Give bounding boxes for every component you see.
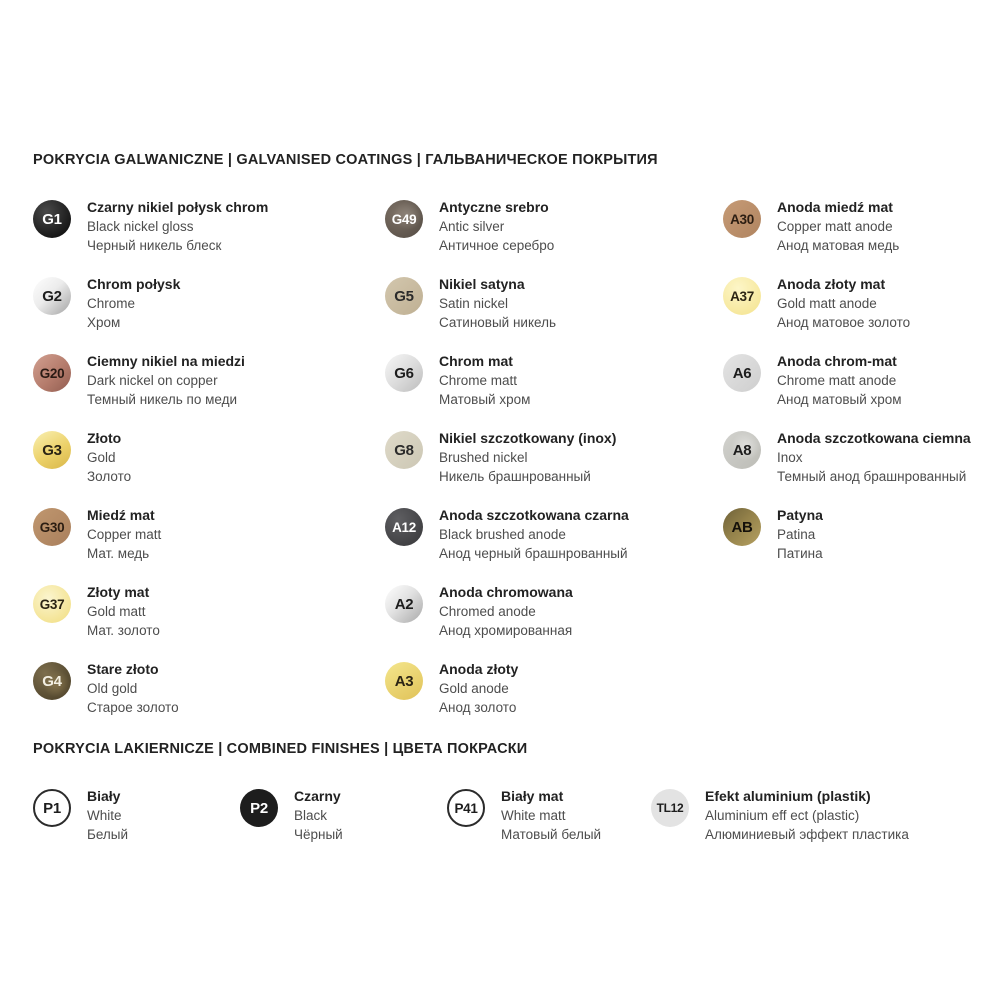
finish-name-en: Dark nickel on copper: [87, 373, 218, 388]
finish-color-swatch: G4: [33, 662, 71, 700]
finish-labels: [439, 583, 573, 640]
paint-swatch-grid: [33, 787, 980, 844]
finish-name-en: Gold matt: [87, 604, 146, 619]
finish-color-swatch: G5: [385, 277, 423, 315]
finish-name-en: Aluminium eff ect (plastic): [705, 808, 860, 823]
finish-color-swatch: A8: [723, 431, 761, 469]
finish-name-pl: Nikiel satyna: [439, 276, 525, 292]
finish-name-pl: Złoto: [87, 430, 122, 446]
section-combined-finishes: [33, 741, 980, 844]
finish-name-ru: Чёрный: [294, 827, 343, 842]
finish-name-en: Satin nickel: [439, 296, 509, 311]
finish-labels: [777, 506, 823, 563]
finish-name-pl: Chrom mat: [439, 353, 513, 369]
finish-item: [385, 429, 723, 486]
finish-labels: [439, 506, 629, 563]
finish-item: [33, 660, 385, 717]
finish-name-ru: Анод золото: [439, 700, 517, 715]
finish-name-pl: Czarny nikiel połysk chrom: [87, 199, 269, 215]
finish-name-pl: Nikiel szczotkowany (inox): [439, 430, 617, 446]
finish-name-pl: Patyna: [777, 507, 823, 523]
finish-name-en: White matt: [501, 808, 566, 823]
finish-item: [385, 583, 723, 640]
finish-name-en: Chromed anode: [439, 604, 536, 619]
finish-name-en: Chrome matt: [439, 373, 518, 388]
finish-color-swatch: A2: [385, 585, 423, 623]
finish-name-pl: Anoda złoty mat: [777, 276, 886, 292]
finish-name-ru: Матовый хром: [439, 392, 531, 407]
finish-color-swatch: G20: [33, 354, 71, 392]
finish-name-pl: Chrom połysk: [87, 276, 181, 292]
finish-name-en: Black: [294, 808, 328, 823]
finish-color-swatch: G3: [33, 431, 71, 469]
section-galvanised-coatings: [33, 152, 980, 717]
finish-color-swatch: G8: [385, 431, 423, 469]
finish-name-ru: Алюминиевый эффект пластика: [705, 827, 909, 842]
finish-item: [385, 660, 723, 717]
combined-finishes-title: POKRYCIA LAKIERNICZE | COMBINED FINISHES | ЦВЕТА ПОКРАСКИ: [33, 741, 528, 757]
finish-name-pl: Anoda złoty: [439, 661, 519, 677]
finish-item: [33, 583, 385, 640]
finish-item: [33, 198, 385, 255]
finish-labels: [87, 198, 268, 255]
finish-labels: [439, 352, 530, 409]
finish-item: [651, 787, 980, 844]
finish-name-en: Black nickel gloss: [87, 219, 194, 234]
finish-labels: [439, 660, 518, 717]
finish-item: [33, 352, 385, 409]
finish-name-en: Brushed nickel: [439, 450, 528, 465]
finish-item: [385, 506, 723, 563]
finish-color-swatch: G6: [385, 354, 423, 392]
finish-item: [723, 198, 980, 255]
finish-name-en: Chrome matt anode: [777, 373, 897, 388]
finish-name-ru: Старое золото: [87, 700, 179, 715]
finish-color-swatch: TL12: [651, 789, 689, 827]
finish-item: [723, 352, 980, 409]
finish-item: [723, 429, 980, 486]
finish-name-en: Antic silver: [439, 219, 505, 234]
finish-color-swatch: G37: [33, 585, 71, 623]
finish-color-swatch: A30: [723, 200, 761, 238]
finish-name-en: White: [87, 808, 122, 823]
finish-labels: [87, 506, 161, 563]
finish-name-ru: Античное серебро: [439, 238, 555, 253]
finish-labels: [294, 787, 343, 844]
finish-name-ru: Темный анод брашнрованный: [777, 469, 967, 484]
finish-name-ru: Белый: [87, 827, 129, 842]
finish-labels: [777, 429, 971, 486]
finish-color-swatch: A6: [723, 354, 761, 392]
finish-name-en: Black brushed anode: [439, 527, 566, 542]
finish-name-en: Gold: [87, 450, 116, 465]
finish-item: [385, 352, 723, 409]
finish-item: [240, 787, 447, 844]
finish-item: [33, 787, 240, 844]
finish-name-en: Copper matt: [87, 527, 162, 542]
finish-labels: [87, 787, 128, 844]
finish-name-ru: Анод черный брашнрованный: [439, 546, 628, 561]
finish-labels: [777, 198, 899, 255]
finish-color-swatch: A12: [385, 508, 423, 546]
finish-name-ru: Анод матовая медь: [777, 238, 900, 253]
finish-name-ru: Хром: [87, 315, 121, 330]
finish-name-pl: Stare złoto: [87, 661, 159, 677]
finish-item: [723, 275, 980, 332]
finish-item: [385, 198, 723, 255]
finish-name-pl: Złoty mat: [87, 584, 150, 600]
finish-labels: [87, 583, 160, 640]
finish-name-en: Patina: [777, 527, 816, 542]
finish-name-pl: Anoda chromowana: [439, 584, 573, 600]
finish-name-en: Chrome: [87, 296, 136, 311]
finish-labels: [87, 352, 245, 409]
finish-item: [723, 506, 980, 563]
finish-name-pl: Anoda szczotkowana ciemna: [777, 430, 971, 446]
finish-item: [447, 787, 651, 844]
galvanised-coatings-title: POKRYCIA GALWANICZNE | GALVANISED COATINGS | ГАЛЬВАНИЧЕСКОЕ ПОКРЫТИЯ: [33, 152, 658, 168]
finish-name-pl: Biały: [87, 788, 121, 804]
finish-name-en: Old gold: [87, 681, 138, 696]
finish-name-ru: Мат. золото: [87, 623, 160, 638]
finish-name-pl: Ciemny nikiel na miedzi: [87, 353, 245, 369]
finish-name-ru: Золото: [87, 469, 132, 484]
finish-color-swatch: P41: [447, 789, 485, 827]
finish-name-en: Gold matt anode: [777, 296, 877, 311]
finish-color-swatch: P1: [33, 789, 71, 827]
finish-item: [33, 429, 385, 486]
finish-item: [33, 275, 385, 332]
finish-name-ru: Никель брашнрованный: [439, 469, 591, 484]
finish-name-pl: Czarny: [294, 788, 341, 804]
finish-labels: [87, 429, 131, 486]
finish-labels: [439, 275, 556, 332]
finish-color-swatch: P2: [240, 789, 278, 827]
finish-name-pl: Antyczne srebro: [439, 199, 549, 215]
finish-name-ru: Анод хромированная: [439, 623, 573, 638]
finish-name-pl: Efekt aluminium (plastik): [705, 788, 871, 804]
finish-name-ru: Сатиновый никель: [439, 315, 556, 330]
finish-color-swatch: G1: [33, 200, 71, 238]
finish-name-ru: Патина: [777, 546, 823, 561]
finish-name-ru: Анод матовое золото: [777, 315, 911, 330]
finish-labels: [777, 275, 910, 332]
finish-name-en: Gold anode: [439, 681, 509, 696]
finish-labels: [439, 198, 554, 255]
finish-name-ru: Анод матовый хром: [777, 392, 902, 407]
finish-color-swatch: G2: [33, 277, 71, 315]
finish-name-ru: Темный никель по меди: [87, 392, 237, 407]
finish-name-pl: Anoda szczotkowana czarna: [439, 507, 629, 523]
finish-name-pl: Biały mat: [501, 788, 564, 804]
finish-name-en: Copper matt anode: [777, 219, 893, 234]
finish-labels: [501, 787, 601, 844]
finish-labels: [705, 787, 909, 844]
finish-name-ru: Матовый белый: [501, 827, 602, 842]
finish-name-pl: Anoda miedź mat: [777, 199, 893, 215]
finish-name-pl: Anoda chrom-mat: [777, 353, 897, 369]
finish-color-swatch: G30: [33, 508, 71, 546]
finish-name-ru: Мат. медь: [87, 546, 150, 561]
finish-color-swatch: A37: [723, 277, 761, 315]
finish-name-ru: Черный никель блеск: [87, 238, 222, 253]
finish-color-swatch: AB: [723, 508, 761, 546]
finish-labels: [777, 352, 902, 409]
galvanised-swatch-grid: [33, 198, 980, 717]
finish-item: [385, 275, 723, 332]
finish-name-en: Inox: [777, 450, 803, 465]
finish-labels: [87, 275, 180, 332]
finish-labels: [439, 429, 616, 486]
finish-name-pl: Miedź mat: [87, 507, 155, 523]
finish-labels: [87, 660, 179, 717]
finish-color-swatch: G49: [385, 200, 423, 238]
finish-item: [33, 506, 385, 563]
finish-color-swatch: A3: [385, 662, 423, 700]
